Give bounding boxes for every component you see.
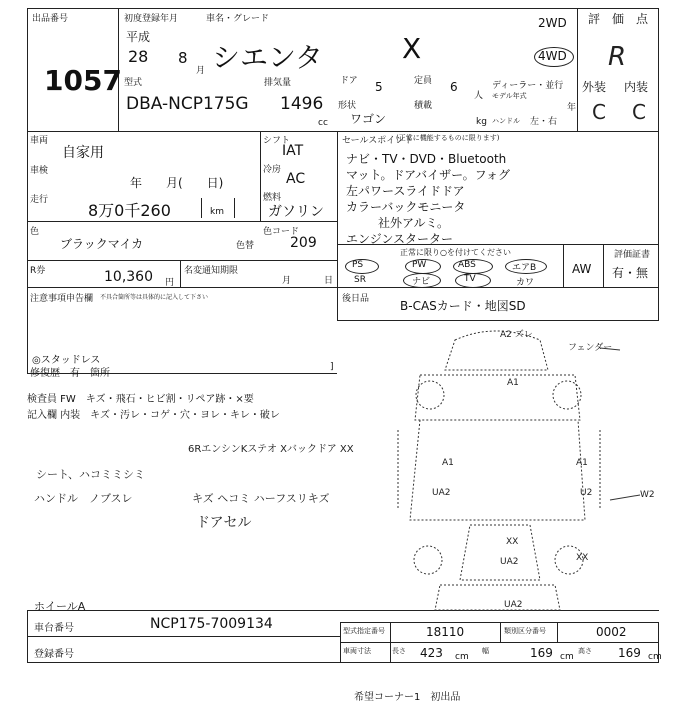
color-no-label: 色替 (236, 241, 255, 251)
mark-a2: A2 ズレ (500, 330, 533, 340)
mark-a1: A1 (442, 458, 454, 468)
disp-label: 排気量 (264, 78, 292, 88)
inspection-cert-label: 評価証書 (614, 250, 651, 260)
dims-label: 車両寸法 (343, 647, 371, 655)
recycle-label: R券 (30, 266, 46, 276)
memo6: ホイールA (34, 600, 86, 613)
drive-4wd: 4WD (538, 49, 567, 63)
back-value: B-CASカード・地図SD (400, 299, 526, 313)
sales-item: ナビ・TV・DVD・Bluetooth (346, 152, 507, 166)
mark-u2: U2 (580, 488, 593, 498)
mark-a1: A1 (576, 458, 588, 468)
yen-unit: 円 (165, 278, 175, 288)
inspector-row1: 検査員 FW キズ・飛石・ヒビ割・リペア跡・×要 (27, 394, 254, 405)
mark-ua2: UA2 (504, 600, 523, 610)
era: 平成 (126, 30, 151, 44)
height: 169 (618, 646, 641, 660)
int-label: 内装 (624, 80, 649, 94)
inspection-label: 車検 (30, 166, 49, 176)
equip-airbag: エアB (512, 263, 537, 273)
km-unit: km (210, 207, 224, 217)
notes-label: 注意事項申告欄 (30, 294, 94, 304)
equip-tv: TV (464, 274, 476, 284)
reg-month: 8 (178, 49, 188, 67)
width-cm: cm (560, 652, 574, 662)
shape-label: 形状 (338, 101, 357, 111)
recycle: 10,360 (104, 269, 153, 285)
memo2: シート、ハコミミシミ (36, 468, 146, 481)
sales-item: エンジンスターター (346, 232, 454, 246)
equip-navi: ナビ (412, 277, 431, 287)
equip-note: 正常に限り○を付けてください (400, 248, 511, 257)
equip-aw: AW (572, 262, 592, 276)
equip-pw: PW (412, 260, 427, 270)
cc-unit: cc (318, 118, 328, 128)
displacement: 1496 (280, 94, 324, 114)
door-label: ドア (340, 76, 358, 86)
cap-label: 定員 (414, 76, 433, 86)
inspection: 年 月( 日) (130, 176, 224, 190)
grade: X (402, 32, 422, 65)
lot-label: 出品番号 (32, 14, 69, 24)
notes-sub: 不具合箇所等は具体的に記入して下さい (100, 294, 209, 301)
rating-score: R (608, 42, 627, 72)
ac-label: 冷房 (263, 165, 282, 175)
mark-w2: W2 (640, 490, 655, 500)
reg-no-label: 登録番号 (34, 649, 74, 660)
height-label: 高さ (578, 647, 592, 655)
equip-abs: ABS (458, 260, 476, 270)
int-score: C (632, 100, 646, 124)
nc-day: 日 (324, 276, 334, 286)
sales-title: セールスポイント (342, 136, 414, 146)
type-no-label: 型式指定番号 (343, 627, 385, 635)
ext-label: 外装 (582, 80, 607, 94)
memo1: 6RエンシンKステオ Xバックドア XX (188, 444, 354, 455)
footer-bottom: 希望コーナー1 初出品 (354, 692, 461, 703)
reg-label: 初度登録年月 (124, 14, 179, 24)
notes-bracket: ] (330, 362, 334, 372)
kg-unit: kg (476, 117, 487, 127)
mileage-label: 走行 (30, 195, 49, 205)
mark-xx: XX (576, 553, 589, 563)
inspection-cert: 有・無 (612, 266, 649, 280)
mark-ua2: UA2 (432, 488, 451, 498)
car-name: シエンタ (212, 41, 323, 74)
mark-a1: A1 (507, 378, 519, 388)
back-label: 後日品 (342, 294, 370, 304)
cat-no: 0002 (596, 625, 627, 639)
sales-item: カラーバックモニータ (346, 200, 466, 214)
shift: IAT (282, 143, 304, 159)
name-label: 車名・グレード (206, 14, 270, 24)
model: DBA-NCP175G (126, 94, 249, 114)
shape: ワゴン (350, 112, 387, 126)
nc-month: 月 (282, 276, 292, 286)
fuel-label: 燃料 (263, 193, 282, 203)
height-cm: cm (648, 652, 662, 662)
lot-number: 1057 (44, 64, 122, 97)
notes-repair: 修復歴 有 箇所 (30, 368, 110, 379)
sales-item: マット。ドアバイザー。フォグ (346, 168, 511, 182)
usage: 自家用 (62, 145, 104, 161)
shift-label: シフト (263, 136, 291, 146)
mark-xx: XX (506, 537, 519, 547)
drive-2wd: 2WD (538, 16, 567, 30)
name-change-label: 名変通知期限 (184, 266, 239, 276)
mileage: 8万0千260 (88, 201, 171, 220)
mark-fender: フェンダー (568, 343, 613, 353)
type-no: 18110 (426, 625, 465, 639)
equip-ps: PS (352, 260, 364, 270)
mark-ua2: UA2 (500, 557, 519, 567)
memo3: ハンドル ノブスレ (34, 492, 133, 505)
width-label: 幅 (482, 647, 489, 655)
ac: AC (286, 171, 306, 187)
width: 169 (530, 646, 553, 660)
memo4: キズ ヘコミ ハーフスリキズ (192, 492, 330, 505)
dealer-label: ディーラー・並行 (492, 81, 564, 91)
inspector-row2: 記入欄 内装 キズ・汚レ・コゲ・穴・ヨレ・キレ・破レ (27, 410, 280, 421)
person-unit: 人 (474, 91, 484, 101)
year-unit: 年 (567, 103, 577, 113)
length-cm: cm (455, 652, 469, 662)
reg-year: 28 (128, 47, 149, 66)
fuel: ガソリン (268, 204, 324, 220)
handle-label: ハンドル (492, 117, 520, 125)
cat-no-label: 類別区分番号 (504, 627, 546, 635)
month-unit: 月 (196, 66, 206, 76)
length-label: 長さ (392, 647, 406, 655)
model-label: 型式 (124, 78, 143, 88)
color-label: 色 (30, 227, 40, 237)
chassis: NCP175-7009134 (150, 616, 273, 632)
load-label: 積載 (414, 101, 433, 111)
sales-item: 社外アルミ。 (378, 216, 450, 230)
chassis-label: 車台番号 (34, 623, 74, 634)
notes-studless: ◎スタッドレス (32, 355, 101, 366)
sales-note: (正常に機能するものに限ります) (396, 134, 500, 142)
handle: 左・右 (530, 117, 558, 127)
doors: 5 (375, 80, 383, 94)
color-code-label: 色コード (263, 227, 300, 237)
memo5: ドアセル (196, 515, 252, 531)
equip-sr: SR (354, 275, 366, 285)
model-year-label: モデル年式 (492, 92, 527, 100)
length: 423 (420, 646, 443, 660)
capacity: 6 (450, 80, 458, 94)
usage-label: 車両 (30, 136, 49, 146)
color-code: 209 (290, 235, 317, 251)
color: ブラックマイカ (60, 237, 144, 251)
sales-item: 左パワースライドドア (346, 184, 465, 198)
rating-label: 評 価 点 (588, 12, 649, 26)
ext-score: C (592, 100, 606, 124)
equip-leather: カワ (516, 278, 535, 288)
